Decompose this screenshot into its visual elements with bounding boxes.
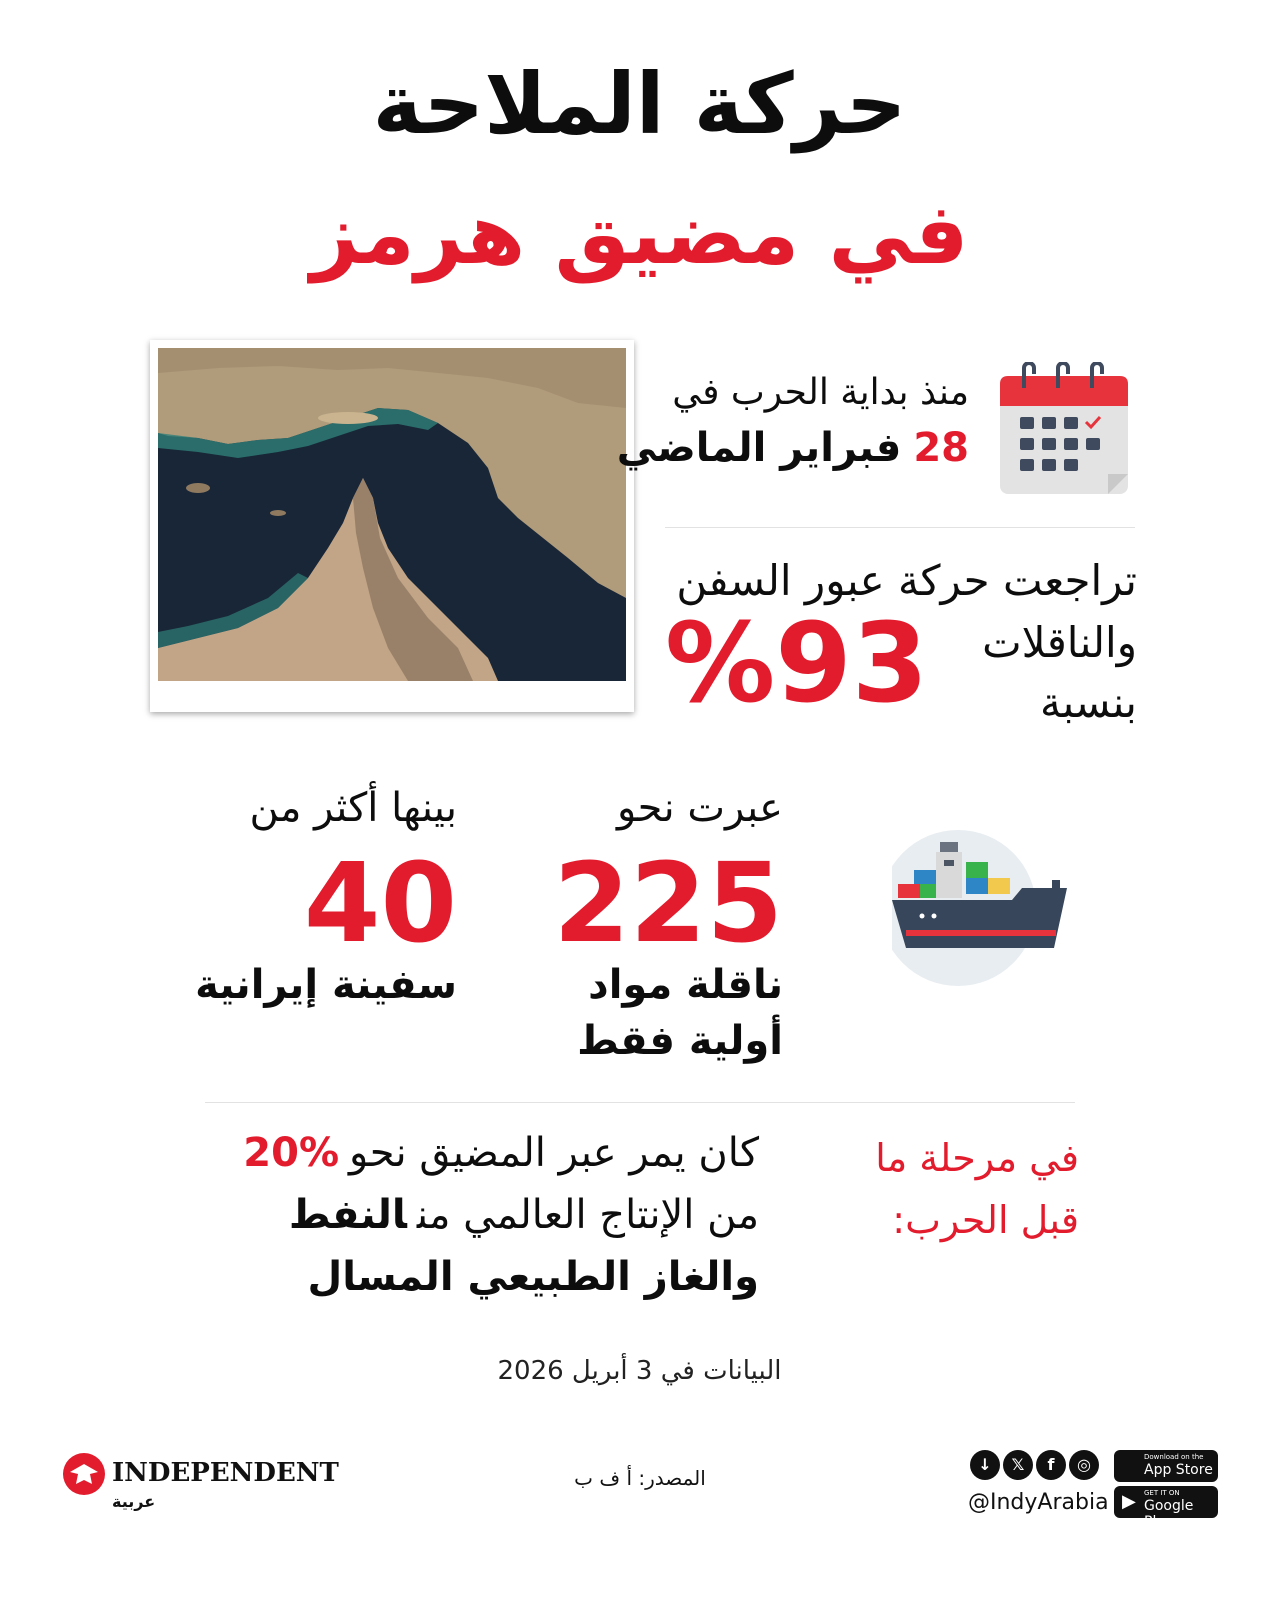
google-play-badge[interactable] xyxy=(1114,1486,1218,1530)
prewar-label-line1: في مرحلة ما xyxy=(875,1136,1079,1180)
decline-percentage: %93 xyxy=(665,599,929,727)
date-month: فبراير الماضي xyxy=(616,425,902,471)
fact-percentage: %20 xyxy=(243,1130,340,1176)
divider xyxy=(665,527,1135,528)
decline-text-line3: بنسبة xyxy=(1039,678,1137,727)
satellite-image xyxy=(158,348,626,681)
appstore-small-label: Download on the xyxy=(1144,1453,1204,1461)
date-day: 28 xyxy=(913,425,969,471)
fact-line1 xyxy=(243,1130,759,1176)
download-icon[interactable]: ↓ xyxy=(970,1450,1000,1480)
social-icons xyxy=(970,1450,1100,1484)
calendar-icon xyxy=(1000,362,1133,494)
googleplay-label: Google Play xyxy=(1144,1498,1194,1530)
data-date-note: البيانات في 3 أبريل 2026 xyxy=(497,1356,782,1386)
since-war-label: منذ بداية الحرب في xyxy=(672,372,969,413)
decline-text-line2: والناقلات xyxy=(982,618,1137,667)
among-desc: سفينة إيرانية xyxy=(195,962,457,1008)
fact-line1-text: كان يمر عبر المضيق نحو xyxy=(349,1130,759,1176)
independent-arabia-logo[interactable] xyxy=(62,1452,339,1522)
logo-arabic-text: عربية xyxy=(112,1492,156,1511)
social-handle[interactable]: @IndyArabia xyxy=(968,1490,1109,1515)
google-play-icon: ▶ xyxy=(1122,1491,1136,1512)
eagle-logo-icon xyxy=(62,1452,106,1496)
passed-count: 225 xyxy=(553,839,783,967)
app-store-badge[interactable] xyxy=(1114,1450,1218,1482)
strait-satellite-map xyxy=(150,340,634,712)
facebook-icon[interactable]: f xyxy=(1036,1450,1066,1480)
passed-desc-line2: أولية فقط xyxy=(577,1018,783,1064)
among-label: بينها أكثر من xyxy=(249,785,457,831)
prewar-label-line2: قبل الحرب: xyxy=(892,1198,1079,1242)
fact-line3: والغاز الطبيعي المسال xyxy=(307,1254,759,1300)
fact-line2-text: من الإنتاج العالمي من xyxy=(416,1192,759,1238)
googleplay-small-label: GET IT ON xyxy=(1144,1489,1180,1497)
passed-label: عبرت نحو xyxy=(617,785,783,831)
decline-text-line1: تراجعت حركة عبور السفن xyxy=(676,556,1137,605)
war-start-date xyxy=(617,425,969,471)
x-icon[interactable]: 𝕏 xyxy=(1003,1450,1033,1480)
cargo-ship-icon xyxy=(892,830,1082,990)
fact-line2 xyxy=(289,1192,759,1238)
appstore-label: App Store xyxy=(1144,1462,1213,1478)
instagram-icon[interactable]: ◎ xyxy=(1069,1450,1099,1480)
logo-text: INDEPENDENT xyxy=(112,1458,339,1488)
divider xyxy=(205,1102,1075,1103)
page-subtitle: في مضيق هرمز xyxy=(310,185,969,283)
page-title: حركة الملاحة xyxy=(372,55,907,153)
iranian-ship-count: 40 xyxy=(303,839,457,967)
fact-oil: النفط xyxy=(288,1192,407,1238)
source-credit: المصدر: أ ف ب xyxy=(574,1466,706,1490)
passed-desc-line1: ناقلة مواد xyxy=(588,962,783,1008)
